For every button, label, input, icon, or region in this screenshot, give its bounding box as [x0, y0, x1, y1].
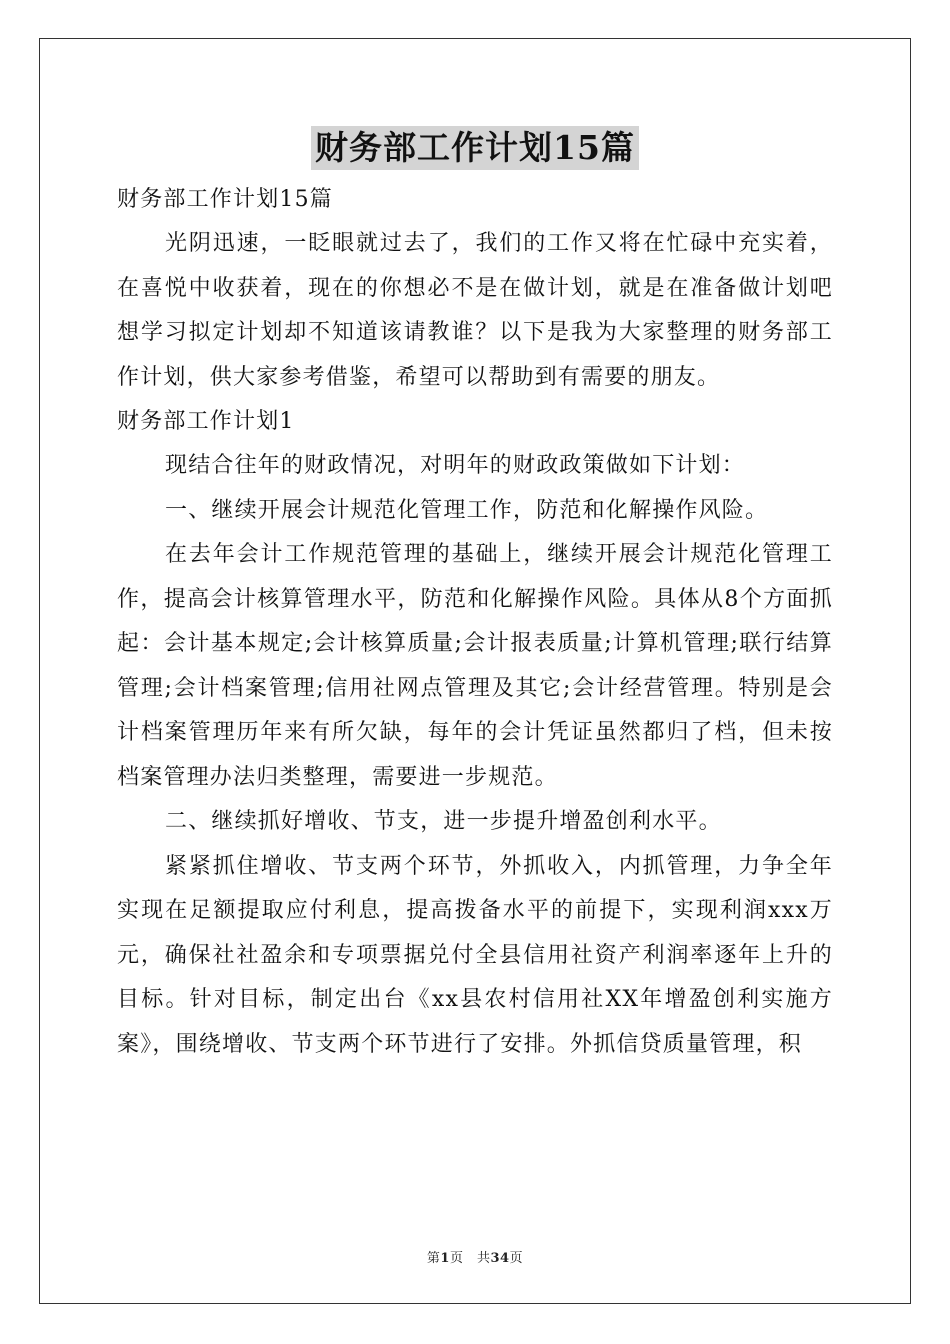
footer-middle: 页 共: [449, 1251, 491, 1266]
footer-prefix: 第: [426, 1251, 441, 1266]
footer-page-number: 1: [440, 1251, 450, 1266]
document-title: 财务部工作计划15篇: [311, 126, 639, 170]
intro-paragraph: 光阴迅速，一眨眼就过去了，我们的工作又将在忙碌中充实着，在喜悦中收获着，现在的你想必不是在做计划，就是在准备做计划吧想学习拟定计划却不知道该请教谁？以下是我为大家整理的财务部工作计划，供大家参考借鉴，希望可以帮助到有需要的朋友。: [117, 231, 833, 390]
paragraph-1: 现结合往年的财政情况，对明年的财政政策做如下计划：: [165, 453, 746, 478]
subtitle: 财务部工作计划15篇: [117, 187, 333, 212]
paragraph-4: 二、继续抓好增收、节支，进一步提升增盈创利水平。: [165, 809, 722, 834]
document-body: [117, 178, 833, 1067]
paragraph-2: 一、继续开展会计规范化管理工作，防范和化解操作风险。: [165, 497, 769, 523]
paragraph-3: 在去年会计工作规范管理的基础上，继续开展会计规范化管理工作，提高会计核算管理水平，防范和化解操作风险。具体从8个方面抓起：会计基本规定;会计核算质量;会计报表质量;计算机管理;联行结算管理;会计档案管理;信用社网点管理及其它;会计经营管理。特别是会计档案管理历年来有所欠缺，每年的会计凭证虽然都归了档，但未按档案管理办法归类整理，需要进一步规范。: [117, 542, 833, 790]
page-footer: [0, 1247, 950, 1266]
footer-page-total: 34: [490, 1251, 510, 1266]
footer-suffix: 页: [509, 1251, 524, 1266]
section-heading: 财务部工作计划1: [117, 409, 295, 434]
title-container: [0, 126, 950, 170]
paragraph-5: 紧紧抓住增收、节支两个环节，外抓收入，内抓管理，力争全年实现在足额提取应付利息，提高拨备水平的前提下，实现利润xxx万元，确保社社盈余和专项票据兑付全县信用社资产利润率逐年上升的目标。针对目标，制定出台《xx县农村信用社XX年增盈创利实施方案》，围绕增收、节支两个环节进行了安排。外抓信贷质量管理，积: [117, 853, 833, 1057]
